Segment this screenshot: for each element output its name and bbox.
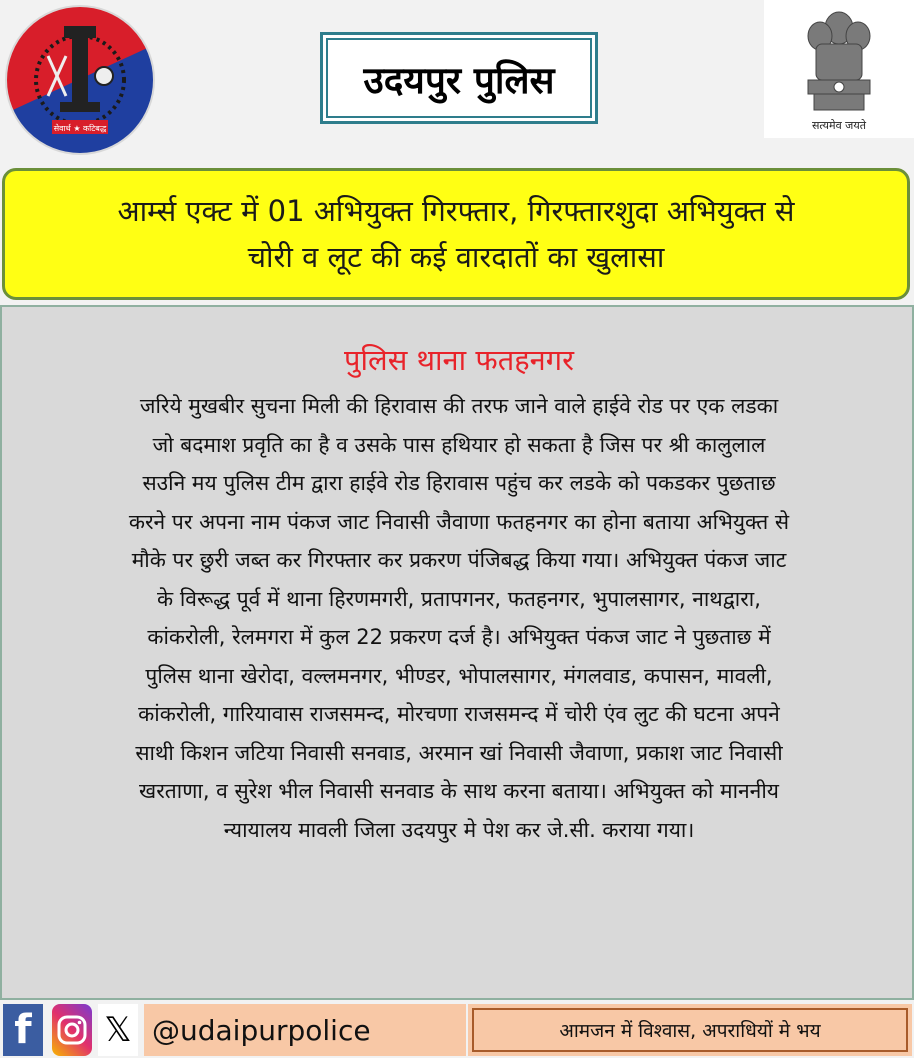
body-line: न्यायालय मावली जिला उदयपुर मे पेश कर जे.सी. कराया गया। bbox=[223, 817, 695, 842]
social-handle[interactable]: @udaipurpolice bbox=[144, 1004, 466, 1056]
body-line: खरताणा, व सुरेश भील निवासी सनवाड के साथ करना बताया। अभियुक्त को माननीय bbox=[139, 779, 779, 803]
x-twitter-icon[interactable]: 𝕏 bbox=[98, 1004, 138, 1056]
headline-banner bbox=[2, 168, 910, 300]
page-title: उदयपुर पुलिस bbox=[326, 38, 592, 118]
header bbox=[0, 0, 914, 160]
ashoka-emblem-icon bbox=[792, 6, 886, 116]
body-line: जो बदमाश प्रवृति का है व उसके पास हथियार हो सकता है जिस पर श्री कालुलाल bbox=[152, 432, 766, 457]
body-line: के विरूद्ध पूर्व में थाना हिरणमगरी, प्रतापगनर, फतहनगर, भुपालसागर, नाथद्वारा, bbox=[157, 586, 761, 611]
logo-motto: सेवार्थ ★ कटिबद्ध bbox=[53, 124, 107, 133]
instagram-icon[interactable] bbox=[52, 1004, 92, 1056]
title-box bbox=[320, 32, 598, 124]
body-line: कांकरोली, रेलमगरा में कुल 22 प्रकरण दर्ज है। अभियुक्त पंकज जाट ने पुछताछ में bbox=[147, 625, 771, 649]
news-body bbox=[12, 387, 906, 849]
footer bbox=[0, 1000, 914, 1058]
tagline: आमजन में विश्वास, अपराधियों मे भय bbox=[472, 1008, 908, 1052]
tagline-box bbox=[468, 1004, 912, 1056]
facebook-icon[interactable]: f bbox=[3, 1004, 43, 1056]
headline-line-2: चोरी व लूट की कई वारदातों का खुलासा bbox=[247, 240, 665, 274]
body-line: सउनि मय पुलिस टीम द्वारा हाईवे रोड हिरावास पहुंच कर लडके को पकडकर पुछताछ bbox=[142, 471, 776, 495]
body-line: जरिये मुखबीर सुचना मिली की हिरावास की तरफ जाने वाले हाईवे रोड पर एक लडका bbox=[139, 394, 779, 418]
body-line: साथी किशन जटिया निवासी सनवाड, अरमान खां निवासी जैवाणा, प्रकाश जाट निवासी bbox=[135, 740, 783, 765]
police-station-title: पुलिस थाना फतहनगर bbox=[344, 343, 574, 377]
emblem-motto: सत्यमेव जयते bbox=[811, 119, 866, 132]
body-line: पुलिस थाना खेरोदा, वल्लमनगर, भीण्डर, भोपालसागर, मंगलवाड, कपासन, मावली, bbox=[145, 663, 773, 688]
rajasthan-police-logo bbox=[4, 4, 156, 156]
body-line: कांकरोली, गारियावास राजसमन्द, मोरचणा राजसमन्द में चोरी एंव लुट की घटना अपने bbox=[138, 702, 780, 726]
national-emblem bbox=[764, 0, 914, 138]
body-line: मौके पर छुरी जब्त कर गिरफ्तार कर प्रकरण पंजिबद्ध किया गया। अभियुक्त पंकज जाट bbox=[131, 548, 787, 572]
body-line: करने पर अपना नाम पंकज जाट निवासी जैवाणा फतहनगर का होना बताया अभियुक्त से bbox=[128, 509, 790, 534]
content-panel bbox=[0, 305, 914, 1000]
headline-line-1: आर्म्स एक्ट में 01 अभियुक्त गिरफ्तार, गिरफ्तारशुदा अभियुक्त से bbox=[117, 194, 795, 228]
instagram-glyph-icon bbox=[56, 1014, 88, 1046]
